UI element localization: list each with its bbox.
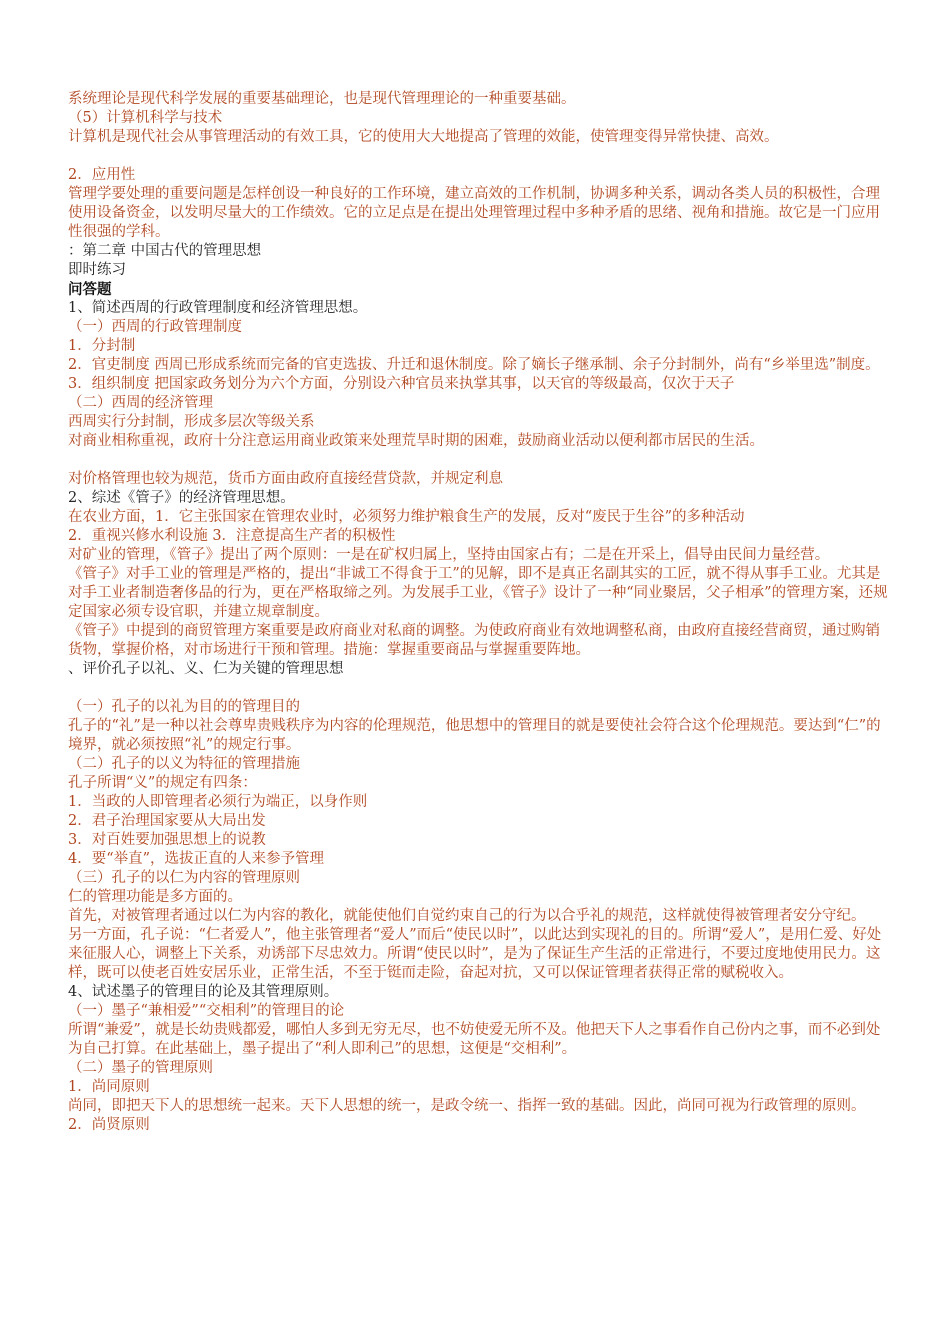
text-line: 另一方面，孔子说：“仁者爱人”，他主张管理者“爱人”而后“使民以时”，以此达到实现礼的目的。所谓“爱人”，是用仁爱、好处来征服人心，调整上下关系，劝诱部下尽忠效力。所谓“使民以时”，是为了保证生产生活的正常进行，不要过度地使用民力。这样，既可以使老百姓安居乐业，正常生活，不至于铤而走险，奋起对抗，又可以保证管理者获得正常的赋税收入。 <box>68 927 882 981</box>
text-line: 1．当政的人即管理者必须行为端正，以身作则 <box>68 794 368 810</box>
text-line: （一）墨子“兼相爱”“交相利”的管理目的论 <box>68 1003 345 1019</box>
text-line: （一）孔子的以礼为目的的管理目的 <box>68 699 300 715</box>
text-line: 即时练习 <box>68 262 126 278</box>
text-line: 系统理论是现代科学发展的重要基础理论，也是现代管理理论的一种重要基础。 <box>68 91 576 107</box>
text-line: 所谓“兼爱”，就是长幼贵贱都爱，哪怕人多到无穷无尽，也不妨使爱无所不及。他把天下人之事看作自己份内之事，而不必到处为自己打算。在此基础上，墨子提出了“利人即利己”的思想，这便是“交相利”。 <box>68 1022 881 1057</box>
text-line: 3．组织制度 把国家政务划分为六个方面，分别设六种官员来执掌其事，以天官的等级最高，仅次于天子 <box>68 376 735 392</box>
text-line: （三）孔子的以仁为内容的管理原则 <box>68 870 300 886</box>
text-line: 2．重视兴修水利设施 3．注意提高生产者的积极性 <box>68 528 396 544</box>
text-line: 1、简述西周的行政管理制度和经济管理思想。 <box>68 300 368 316</box>
blank-line <box>68 147 888 166</box>
text-line: （二）西周的经济管理 <box>68 395 213 411</box>
text-line: 2．官吏制度 西周已形成系统而完备的官吏选拔、升迁和退休制度。除了嫡长子继承制、余子分封制外，尚有“乡举里选”制度。 <box>68 357 880 373</box>
text-line: 西周实行分封制，形成多层次等级关系 <box>68 414 315 430</box>
text-line: 尚同，即把天下人的思想统一起来。天下人思想的统一，是政令统一、指挥一致的基础。因此，尚同可视为行政管理的原则。 <box>68 1098 866 1114</box>
text-line: 对商业相称重视，政府十分注意运用商业政策来处理荒旱时期的困难，鼓励商业活动以便利都市居民的生活。 <box>68 433 764 449</box>
text-line: 2．尚贤原则 <box>68 1117 150 1133</box>
text-line: 2．应用性 <box>68 167 136 183</box>
blank-line <box>68 451 888 470</box>
text-line: 3．对百姓要加强思想上的说教 <box>68 832 266 848</box>
text-line: 、评价孔子以礼、义、仁为关键的管理思想 <box>68 661 344 677</box>
text-line: 2．君子治理国家要从大局出发 <box>68 813 266 829</box>
text-line: 《管子》中提到的商贸管理方案重要是政府商业对私商的调整。为使政府商业有效地调整私商，由政府直接经营商贸，通过购销货物，掌握价格，对市场进行干预和管理。措施：掌握重要商品与掌握重要阵地。 <box>68 623 880 658</box>
text-line: 问答题 <box>68 281 112 298</box>
text-line: （二）墨子的管理原则 <box>68 1060 213 1076</box>
text-line: 4、试述墨子的管理目的论及其管理原则。 <box>68 984 339 1000</box>
text-line: 孔子所谓“义”的规定有四条： <box>68 775 257 791</box>
text-line: 仁的管理功能是多方面的。 <box>68 889 242 905</box>
text-line: 计算机是现代社会从事管理活动的有效工具，它的使用大大地提高了管理的效能，使管理变得异常快捷、高效。 <box>68 129 779 145</box>
text-line: 管理学要处理的重要问题是怎样创设一种良好的工作环境，建立高效的工作机制，协调多种关系，调动各类人员的积极性，合理使用设备资金，以发明尽量大的工作绩效。它的立足点是在提出处理管理过程中多种矛盾的思绪、视角和措施。故它是一门应用性很强的学科。 <box>68 186 880 240</box>
text-line: ：第二章 中国古代的管理思想 <box>68 243 262 259</box>
text-line: 1．尚同原则 <box>68 1079 150 1095</box>
text-line: （一）西周的行政管理制度 <box>68 319 242 335</box>
blank-line <box>68 679 888 698</box>
text-line: 对矿业的管理，《管子》提出了两个原则：一是在矿权归属上，坚持由国家占有；二是在开采上，倡导由民间力量经营。 <box>68 547 830 563</box>
text-line: （5）计算机科学与技术 <box>68 110 223 126</box>
text-line: 首先，对被管理者通过以仁为内容的教化，就能使他们自觉约束自己的行为以合乎礼的规范，这样就使得被管理者安分守纪。 <box>68 908 866 924</box>
text-line: 4．要“举直”，选拔正直的人来参予管理 <box>68 851 325 867</box>
text-line: 《管子》对手工业的管理是严格的，提出“非诚工不得食于工”的见解，即不是真正名副其实的工匠，就不得从事手工业。尤其是对手工业者制造奢侈品的行为，更在严格取缔之列。为发展手工业，《管子》设计了一种“同业聚居，父子相承”的管理方案，还规定国家必须专设官职，并建立规章制度。 <box>68 566 888 620</box>
text-line: 对价格管理也较为规范，货币方面由政府直接经营贷款，并规定利息 <box>68 471 503 487</box>
text-line: 2、综述《管子》的经济管理思想。 <box>68 490 295 506</box>
document-body <box>68 90 888 1135</box>
text-line: 孔子的“礼”是一种以社会尊卑贵贱秩序为内容的伦理规范，他思想中的管理目的就是要使社会符合这个伦理规范。要达到“仁”的境界，就必须按照“礼”的规定行事。 <box>68 718 881 753</box>
text-line: 1．分封制 <box>68 338 136 354</box>
text-line: （二）孔子的以义为特征的管理措施 <box>68 756 300 772</box>
text-line: 在农业方面，1．它主张国家在管理农业时，必须努力维护粮食生产的发展，反对“废民于生谷”的多种活动 <box>68 509 745 525</box>
